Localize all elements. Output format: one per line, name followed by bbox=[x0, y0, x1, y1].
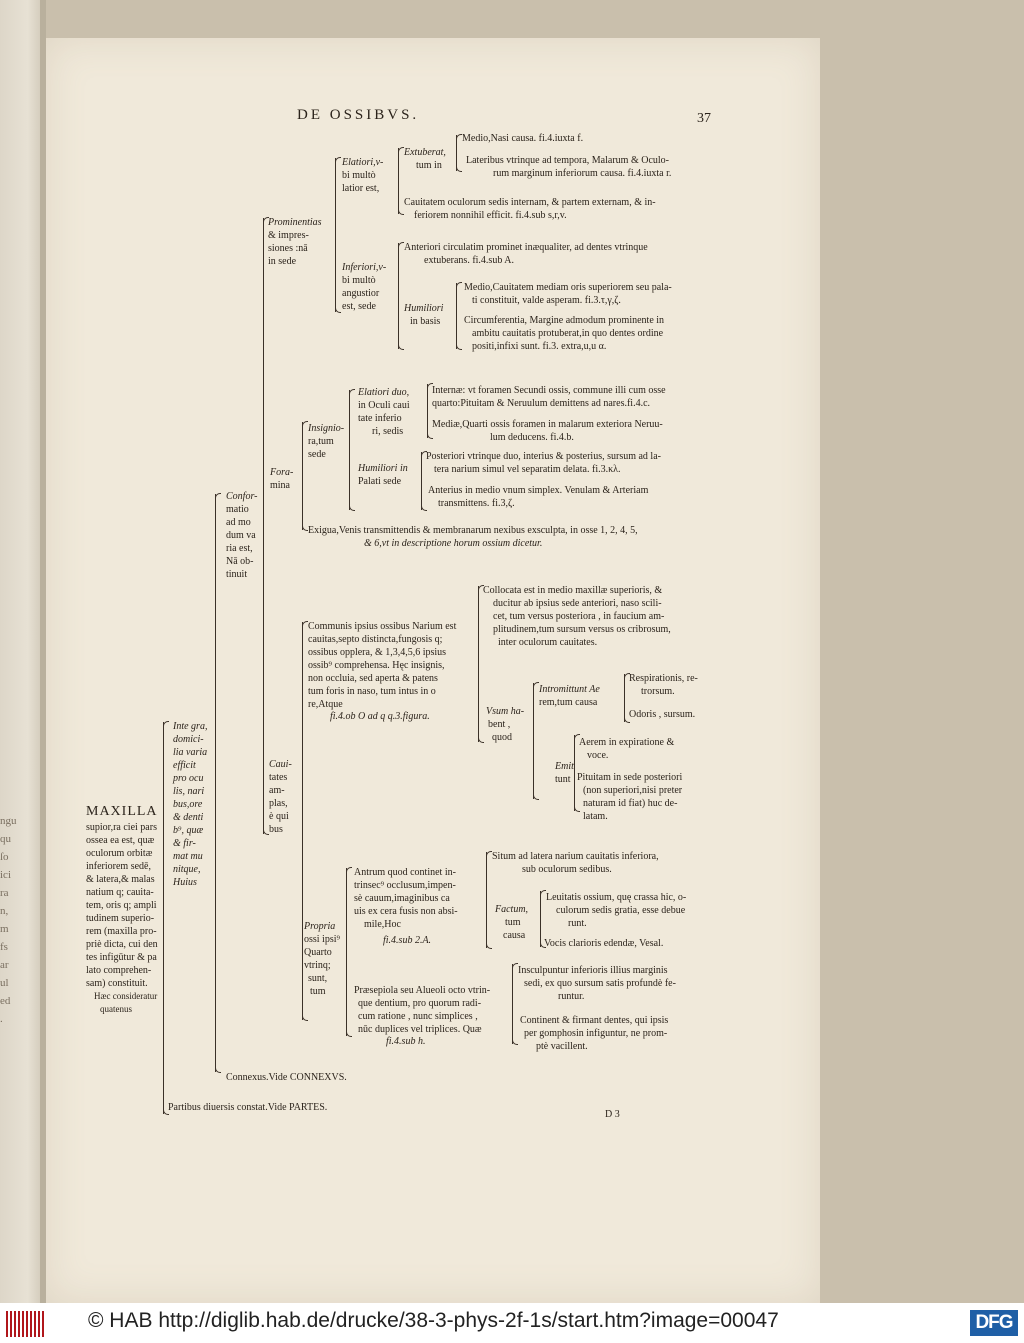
prominentias-line: Prominentias bbox=[268, 217, 322, 228]
brace-communis bbox=[478, 586, 479, 742]
humiliori-line: in basis bbox=[410, 316, 441, 327]
running-head: DE OSSIBVS. bbox=[297, 107, 420, 123]
conformatio-line: matio bbox=[226, 504, 249, 515]
maxilla-line: tes infigūtur & pa bbox=[86, 952, 157, 963]
continent-line: Continent & firmant dentes, qui ipsis bbox=[520, 1015, 669, 1026]
propria-line: sunt, bbox=[308, 973, 328, 984]
integra-line: & fir- bbox=[173, 838, 196, 849]
situm-line: sub oculorum sedibus. bbox=[522, 864, 612, 875]
insculpuntur-line: sedi, ex quo sursum satis profundè fe- bbox=[524, 978, 676, 989]
factum-line: tum bbox=[505, 917, 521, 928]
book-page bbox=[46, 38, 820, 1303]
brace-emit bbox=[574, 735, 575, 811]
integra-line: nitque, bbox=[173, 864, 201, 875]
maxilla-line: inferiorem sedē, bbox=[86, 861, 151, 872]
pituitam-line: Pituitam in sede posteriori bbox=[577, 772, 683, 783]
brace-humiliori-palati bbox=[421, 452, 422, 510]
praesepiola-line: Præsepiola seu Alueoli octo vtrin- bbox=[354, 985, 491, 996]
intromittunt-line: rem,tum causa bbox=[539, 697, 598, 708]
inferiori-line: angustior bbox=[342, 288, 380, 299]
antrum-line: uis ex cera fusis non absi- bbox=[354, 906, 458, 917]
anteriori-line: Anteriori circulatim prominet inæqualiter, ad dentes vtrinque bbox=[404, 242, 648, 253]
cauitates-line: Caui- bbox=[269, 759, 292, 770]
antrum-line: trinsec⁹ occlusum,impen- bbox=[354, 880, 456, 891]
integra-line: pro ocu bbox=[173, 773, 204, 784]
propria-line: ossi ipsi⁹ bbox=[304, 934, 340, 945]
insignio-line: Insignio- bbox=[308, 423, 345, 434]
brace-elatiori bbox=[398, 148, 399, 214]
maxilla-line: rem (maxilla pro- bbox=[86, 926, 157, 937]
respirationis-line: Respirationis, re- bbox=[629, 673, 698, 684]
integra-line: efficit bbox=[173, 760, 196, 771]
hab-barcode-icon bbox=[6, 1311, 44, 1337]
prev-page-text-fragment: ſo bbox=[0, 851, 9, 863]
maxilla-line: & latera,& malas bbox=[86, 874, 155, 885]
communis-line: Communis ipsius ossibus Narium est bbox=[308, 621, 457, 632]
brace-antrum bbox=[486, 852, 487, 948]
humiliori-line: Humiliori bbox=[404, 303, 444, 314]
integra-line: Inte gra, bbox=[173, 721, 208, 732]
factum-line: causa bbox=[503, 930, 526, 941]
foramina-line: Fora- bbox=[270, 467, 294, 478]
dfg-logo: DFG bbox=[970, 1310, 1018, 1336]
inferiori-line: est, sede bbox=[342, 301, 376, 312]
circumferentia-line: Circumferentia, Margine admodum prominente in bbox=[464, 315, 665, 326]
pituitam-line: (non superiori,nisi preter bbox=[583, 785, 683, 796]
emit-line: tunt bbox=[555, 774, 571, 785]
copyright-url[interactable]: © HAB http://diglib.hab.de/drucke/38-3-phys-2f-1s/start.htm?image=00047 bbox=[88, 1309, 779, 1332]
brace-inferiori bbox=[398, 243, 399, 349]
brace-prominentias bbox=[335, 158, 336, 312]
medio-cauitatem-line: Medio,Cauitatem mediam oris superiorem seu pala- bbox=[464, 282, 672, 293]
connexus-line: Connexus.Vide CONNEXVS. bbox=[226, 1072, 347, 1083]
collocata-line: plitudinem,tum sursum versus os cribrosum, bbox=[493, 624, 671, 635]
lateribus-line: Lateribus vtrinque ad tempora, Malarum & Oculo- bbox=[466, 155, 669, 166]
integra-line: mat mu bbox=[173, 851, 203, 862]
extuberat-line: tum in bbox=[416, 160, 442, 171]
collocata-line: Collocata est in medio maxillæ superioris, & bbox=[483, 585, 663, 596]
circumferentia-line: ambitu cauitatis protuberat,in quo dentes ordine bbox=[472, 328, 664, 339]
factum-line: Factum, bbox=[495, 904, 529, 915]
brace-praesepiola bbox=[512, 964, 513, 1044]
prev-page-text-fragment: n, bbox=[0, 905, 9, 917]
elatiori-line: latior est, bbox=[342, 183, 380, 194]
conformatio-line: dum va bbox=[226, 530, 256, 541]
conformatio-line: tinuit bbox=[226, 569, 248, 580]
elatiori-line: Elatiori,v- bbox=[342, 157, 384, 168]
cauitatem-line: Cauitatem oculorum sedis internam, & partem externam, & in- bbox=[404, 197, 656, 208]
exigua-line: & 6,vt in descriptione horum ossium dicetur. bbox=[364, 538, 543, 549]
insignio-line: sede bbox=[308, 449, 326, 460]
praesepiola-line: que dentium, pro quorum radi- bbox=[358, 998, 482, 1009]
brace-insignio bbox=[349, 390, 350, 510]
humiliori-palati-line: Humiliori in bbox=[358, 463, 408, 474]
foramina-line: mina bbox=[270, 480, 290, 491]
emit-line: Emit bbox=[555, 761, 574, 772]
integra-line: domici- bbox=[173, 734, 204, 745]
interna-line: Internæ: vt foramen Secundi ossis, commune illi cum osse bbox=[432, 385, 666, 396]
pituitam-line: naturam id fiat) huc de- bbox=[583, 798, 678, 809]
cauitates-line: am- bbox=[269, 785, 285, 796]
leuitatis-line: runt. bbox=[568, 918, 587, 929]
maxilla-line: lato comprehen- bbox=[86, 965, 152, 976]
cauitates-line: è qui bbox=[269, 811, 289, 822]
propria-line: tum bbox=[310, 986, 326, 997]
prominentias-line: siones :nā bbox=[268, 243, 308, 254]
vsum-line: quod bbox=[492, 732, 512, 743]
maxilla-line: Hæc consideratur bbox=[94, 991, 158, 1001]
integra-line: & denti bbox=[173, 812, 204, 823]
leuitatis-line: culorum sedis gratia, esse debue bbox=[556, 905, 686, 916]
prev-page-text-fragment: . bbox=[0, 1013, 3, 1025]
vocis-line: Vocis clarioris edendæ, Vesal. bbox=[544, 938, 664, 949]
lateribus-line: rum marginum inferiorum causa. fi.4.iuxta r. bbox=[493, 168, 672, 179]
maxilla-title: MAXILLA bbox=[86, 804, 158, 819]
insculpuntur-line: runtur. bbox=[558, 991, 585, 1002]
prev-page-text-fragment: ra bbox=[0, 887, 9, 899]
cauitatem-line: feriorem nonnihil efficit. fi.4.sub s,r,v. bbox=[414, 210, 567, 221]
communis-line: cauitas,septo distincta,fungosis q; bbox=[308, 634, 443, 645]
elatiori-duo-line: in Oculi caui bbox=[358, 400, 410, 411]
brace-conformatio bbox=[263, 218, 264, 834]
antrum-line: fi.4.sub 2.A. bbox=[383, 935, 432, 946]
maxilla-line: oculorum orbitæ bbox=[86, 848, 153, 859]
collocata-line: ducitur ab ipsius sede anteriori, naso scili- bbox=[493, 598, 662, 609]
elatiori-line: bi multò bbox=[342, 170, 376, 181]
propria-line: vtrinq; bbox=[304, 960, 331, 971]
prev-page-text-fragment: ul bbox=[0, 977, 9, 989]
prev-page-text-fragment: m bbox=[0, 923, 9, 935]
leuitatis-line: Leuitatis ossium, quę crassa hic, o- bbox=[546, 892, 687, 903]
maxilla-line: priè dicta, cui den bbox=[86, 939, 158, 950]
partibus-line: Partibus diuersis constat.Vide PARTES. bbox=[168, 1102, 328, 1113]
circumferentia-line: positi,infixi sunt. fi.3. extra,u,u α. bbox=[472, 341, 607, 352]
anteriori-line: extuberans. fi.4.sub A. bbox=[424, 255, 514, 266]
intromittunt-line: Intromittunt Ae bbox=[539, 684, 600, 695]
collocata-line: inter oculorum cauitates. bbox=[498, 637, 598, 648]
communis-line: ossib⁹ comprehensa. Hęc insignis, bbox=[308, 660, 445, 671]
elatiori-duo-line: ri, sedis bbox=[372, 426, 404, 437]
prev-page-text-fragment: ar bbox=[0, 959, 9, 971]
prev-page-text-fragment: ed bbox=[0, 995, 11, 1007]
praesepiola-line: nūc duplices vel triplices. Quæ bbox=[358, 1024, 482, 1035]
brace-maxilla bbox=[163, 722, 164, 1114]
insignio-line: ra,tum bbox=[308, 436, 334, 447]
brace-propria bbox=[346, 868, 347, 1036]
prominentias-line: in sede bbox=[268, 256, 297, 267]
integra-line: b⁹, quæ bbox=[173, 825, 204, 836]
anterius-line: transmittens. fi.3,ζ. bbox=[438, 498, 515, 509]
prominentias-line: & impres- bbox=[268, 230, 309, 241]
prev-page-text-fragment: ici bbox=[0, 869, 11, 881]
collocata-line: cet, tum versus posteriora , in faucium am- bbox=[493, 611, 665, 622]
praesepiola-line: fi.4.sub h. bbox=[386, 1036, 426, 1047]
inferiori-line: bi multò bbox=[342, 275, 376, 286]
praesepiola-line: cum ratione , nunc simplices , bbox=[358, 1011, 478, 1022]
brace-humiliori bbox=[456, 283, 457, 349]
integra-line: lis, nari bbox=[173, 786, 205, 797]
maxilla-line: supior,ra ciei pars bbox=[86, 822, 157, 833]
respirationis-line: trorsum. bbox=[641, 686, 675, 697]
footer-bar bbox=[0, 1303, 1024, 1343]
pituitam-line: latam. bbox=[583, 811, 608, 822]
medio-nasi-line: Medio,Nasi causa. fi.4.iuxta f. bbox=[462, 133, 584, 144]
antrum-line: Antrum quod continet in- bbox=[354, 867, 456, 878]
communis-line: non occluia, sed aperta & patens bbox=[308, 673, 438, 684]
communis-line: tum foris in naso, tum intus in o bbox=[308, 686, 436, 697]
extuberat-line: Extuberat, bbox=[404, 147, 446, 158]
conformatio-line: Nā ob- bbox=[226, 556, 254, 567]
integra-line: lia varia bbox=[173, 747, 208, 758]
medio-cauitatem-line: ti constituit, valde asperam. fi.3.τ,γ,ζ. bbox=[472, 295, 621, 306]
brace-intromittunt bbox=[624, 674, 625, 722]
continent-line: per gomphosin infiguntur, ne prom- bbox=[524, 1028, 668, 1039]
inferiori-line: Inferiori,v- bbox=[342, 262, 387, 273]
situm-line: Situm ad latera narium cauitatis inferiora, bbox=[492, 851, 659, 862]
prev-page-text-fragment: qu bbox=[0, 833, 11, 845]
antrum-line: mile,Hoc bbox=[364, 919, 401, 930]
mediae-line: Mediæ,Quarti ossis foramen in malarum exteriora Neruu- bbox=[432, 419, 663, 430]
brace-elatiori-duo bbox=[427, 384, 428, 438]
propria-line: Quarto bbox=[304, 947, 332, 958]
brace-factum bbox=[540, 891, 541, 947]
anterius-line: Anterius in medio vnum simplex. Venulam & Arteriam bbox=[428, 485, 649, 496]
exigua-line: Exigua,Venis transmittendis & membranarum nexibus exsculpta, in osse 1, 2, 4, 5, bbox=[308, 525, 638, 536]
previous-page-edge bbox=[0, 0, 46, 1303]
brace-integra bbox=[215, 494, 216, 1072]
maxilla-line: sam) constituit. bbox=[86, 978, 148, 989]
conformatio-line: ad mo bbox=[226, 517, 251, 528]
vsum-line: Vsum ha- bbox=[486, 706, 525, 717]
maxilla-line: natium q; cauita- bbox=[86, 887, 154, 898]
communis-line: fi.4.ob O ad q q.3.figura. bbox=[330, 711, 430, 722]
cauitates-line: tates bbox=[269, 772, 288, 783]
mediae-line: lum deducens. fi.4.b. bbox=[490, 432, 574, 443]
cauitates-line: plas, bbox=[269, 798, 288, 809]
brace-vsum bbox=[533, 683, 534, 799]
interna-line: quarto:Pituitam & Neruulum demittens ad nares.fi.4.c. bbox=[432, 398, 651, 409]
maxilla-line: tudinem superio- bbox=[86, 913, 155, 924]
brace-foramina bbox=[302, 422, 303, 530]
prev-page-text-fragment: ngu bbox=[0, 815, 17, 827]
posteriori-line: tera narium simul vel separatim delata. fi.3.κλ. bbox=[434, 464, 621, 475]
brace-cauitates bbox=[302, 622, 303, 1020]
maxilla-line: quatenus bbox=[100, 1004, 132, 1014]
insculpuntur-line: Insculpuntur inferioris illius marginis bbox=[518, 965, 668, 976]
aerem-line: Aerem in expiratione & bbox=[579, 737, 675, 748]
vsum-line: bent , bbox=[488, 719, 511, 730]
maxilla-line: tem, oris q; ampli bbox=[86, 900, 157, 911]
propria-line: Propria bbox=[304, 921, 336, 932]
elatiori-duo-line: Elatiori duo, bbox=[358, 387, 410, 398]
signature-mark: D 3 bbox=[605, 1109, 620, 1120]
conformatio-line: ria est, bbox=[226, 543, 253, 554]
maxilla-line: ossea ea est, quæ bbox=[86, 835, 155, 846]
conformatio-line: Confor- bbox=[226, 491, 258, 502]
aerem-line: voce. bbox=[587, 750, 609, 761]
brace-extuberat bbox=[456, 135, 457, 171]
antrum-line: sè cauum,imaginibus ca bbox=[354, 893, 450, 904]
integra-line: bus,ore bbox=[173, 799, 203, 810]
odoris-line: Odoris , sursum. bbox=[629, 709, 696, 720]
integra-line: Huius bbox=[173, 877, 197, 888]
continent-line: ptè vacillent. bbox=[536, 1041, 588, 1052]
communis-line: ossibus opplera, & 1,3,4,5,6 ipsius bbox=[308, 647, 447, 658]
elatiori-duo-line: tate inferio bbox=[358, 413, 402, 424]
prev-page-text-fragment: fs bbox=[0, 941, 8, 953]
cauitates-line: bus bbox=[269, 824, 283, 835]
communis-line: re,Atque bbox=[308, 699, 343, 710]
humiliori-palati-line: Palati sede bbox=[358, 476, 402, 487]
page-number: 37 bbox=[697, 111, 711, 126]
posteriori-line: Posteriori vtrinque duo, interius & posterius, sursum ad la- bbox=[426, 451, 661, 462]
